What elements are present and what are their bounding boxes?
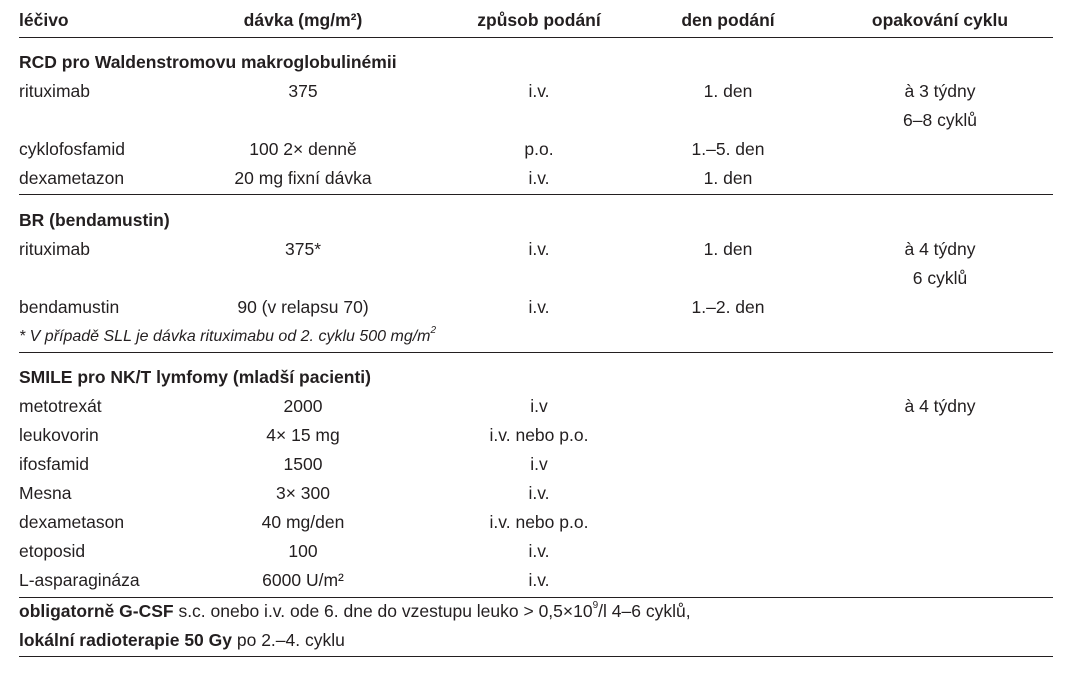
- section-rule: [19, 352, 1053, 353]
- section-title: SMILE pro NK/T lymfomy (mladší pacienti): [19, 367, 371, 387]
- route: i.v.: [528, 297, 550, 317]
- day: 1. den: [703, 239, 753, 259]
- header-day: den podání: [681, 10, 775, 30]
- drug-name: bendamustin: [19, 297, 120, 317]
- drug-name: etoposid: [19, 541, 86, 561]
- footnote-text: [19, 322, 436, 351]
- day: 1. den: [703, 168, 753, 188]
- table-row: [0, 106, 1072, 135]
- footer-bold: obligatorně G-CSF: [19, 601, 174, 621]
- route: i.v.: [528, 81, 550, 101]
- dose: 2000: [283, 396, 323, 416]
- table-row: [0, 479, 1072, 508]
- dose: 4× 15 mg: [266, 425, 340, 445]
- drug-name: rituximab: [19, 81, 90, 101]
- dose: 100 2× denně: [249, 139, 357, 159]
- table-row: [0, 135, 1072, 164]
- route: p.o.: [524, 139, 554, 159]
- table-row: [0, 264, 1072, 293]
- header-rule: [19, 37, 1053, 38]
- table-row: [0, 421, 1072, 450]
- footnote-sup: 2: [430, 325, 437, 336]
- header-drug: léčivo: [19, 10, 69, 30]
- section-title-smile: [0, 363, 1072, 392]
- day: 1.–5. den: [691, 139, 765, 159]
- table-row: [0, 164, 1072, 193]
- footnote-body: * V případě SLL je dávka rituximabu od 2. cyklu 500 mg/m: [19, 328, 431, 345]
- route: i.v.: [528, 541, 550, 561]
- header-repeat: opakování cyklu: [871, 10, 1009, 30]
- table-row: [0, 392, 1072, 421]
- drug-name: L-asparagináza: [19, 570, 140, 590]
- drug-name: dexametason: [19, 512, 125, 532]
- footer-sup: 9: [592, 600, 599, 611]
- route: i.v. nebo p.o.: [489, 425, 589, 445]
- table-row: [0, 537, 1072, 566]
- dose: 100: [288, 541, 318, 561]
- drug-name: cyklofosfamid: [19, 139, 126, 159]
- dose: 1500: [283, 454, 323, 474]
- header-dose: dávka (mg/m²): [243, 10, 363, 30]
- dose: 20 mg fixní dávka: [234, 168, 372, 188]
- table-row: [0, 508, 1072, 537]
- bottom-rule: [19, 656, 1053, 657]
- cycle-repeat: à 4 týdny: [904, 239, 976, 259]
- drug-name: metotrexát: [19, 396, 102, 416]
- table-row: [0, 293, 1072, 322]
- table-row: [0, 235, 1072, 264]
- cycle-count: 6 cyklů: [912, 268, 968, 288]
- drug-name: rituximab: [19, 239, 90, 259]
- dose: 375: [288, 81, 318, 101]
- table-row: [0, 566, 1072, 595]
- route: i.v.: [528, 168, 550, 188]
- drug-name: ifosfamid: [19, 454, 90, 474]
- drug-name: dexametazon: [19, 168, 125, 188]
- dose: 40 mg/den: [261, 512, 345, 532]
- cycle-repeat: à 3 týdny: [904, 81, 976, 101]
- footer-bold: lokální radioterapie 50 Gy: [19, 630, 232, 650]
- route: i.v.: [528, 239, 550, 259]
- table-header: [0, 6, 1072, 35]
- route: i.v: [530, 454, 548, 474]
- footer-text: po 2.–4. cyklu: [232, 630, 345, 650]
- dose: 3× 300: [275, 483, 331, 503]
- section-title: BR (bendamustin): [19, 210, 170, 230]
- route: i.v: [530, 396, 548, 416]
- cycle-repeat: à 4 týdny: [904, 396, 976, 416]
- section-rule: [19, 194, 1053, 195]
- day: 1.–2. den: [691, 297, 765, 317]
- footer-text: /l 4–6 cyklů,: [598, 601, 691, 621]
- route: i.v.: [528, 483, 550, 503]
- header-route: způsob podání: [477, 10, 601, 30]
- section-title-br: [0, 206, 1072, 235]
- table-row: [0, 450, 1072, 479]
- drug-name: leukovorin: [19, 425, 99, 445]
- route: i.v.: [528, 570, 550, 590]
- footer-text: s.c. onebo i.v. ode 6. dne do vzestupu leuko > 0,5×10: [173, 601, 593, 621]
- route: i.v. nebo p.o.: [489, 512, 589, 532]
- dose: 375*: [284, 239, 322, 259]
- table-row: [0, 77, 1072, 106]
- dose: 6000 U/m²: [262, 570, 344, 590]
- day: 1. den: [703, 81, 753, 101]
- cycle-count: 6–8 cyklů: [903, 110, 977, 130]
- footnote: [0, 322, 1072, 351]
- dose: 90 (v relapsu 70): [237, 297, 369, 317]
- section-title-rcd: [0, 48, 1072, 77]
- drug-name: Mesna: [19, 483, 72, 503]
- footer-line-radiotherapy: [19, 626, 345, 655]
- section-title: RCD pro Waldenstromovu makroglobulinémii: [19, 52, 397, 72]
- footer-line-gcsf: [19, 597, 691, 626]
